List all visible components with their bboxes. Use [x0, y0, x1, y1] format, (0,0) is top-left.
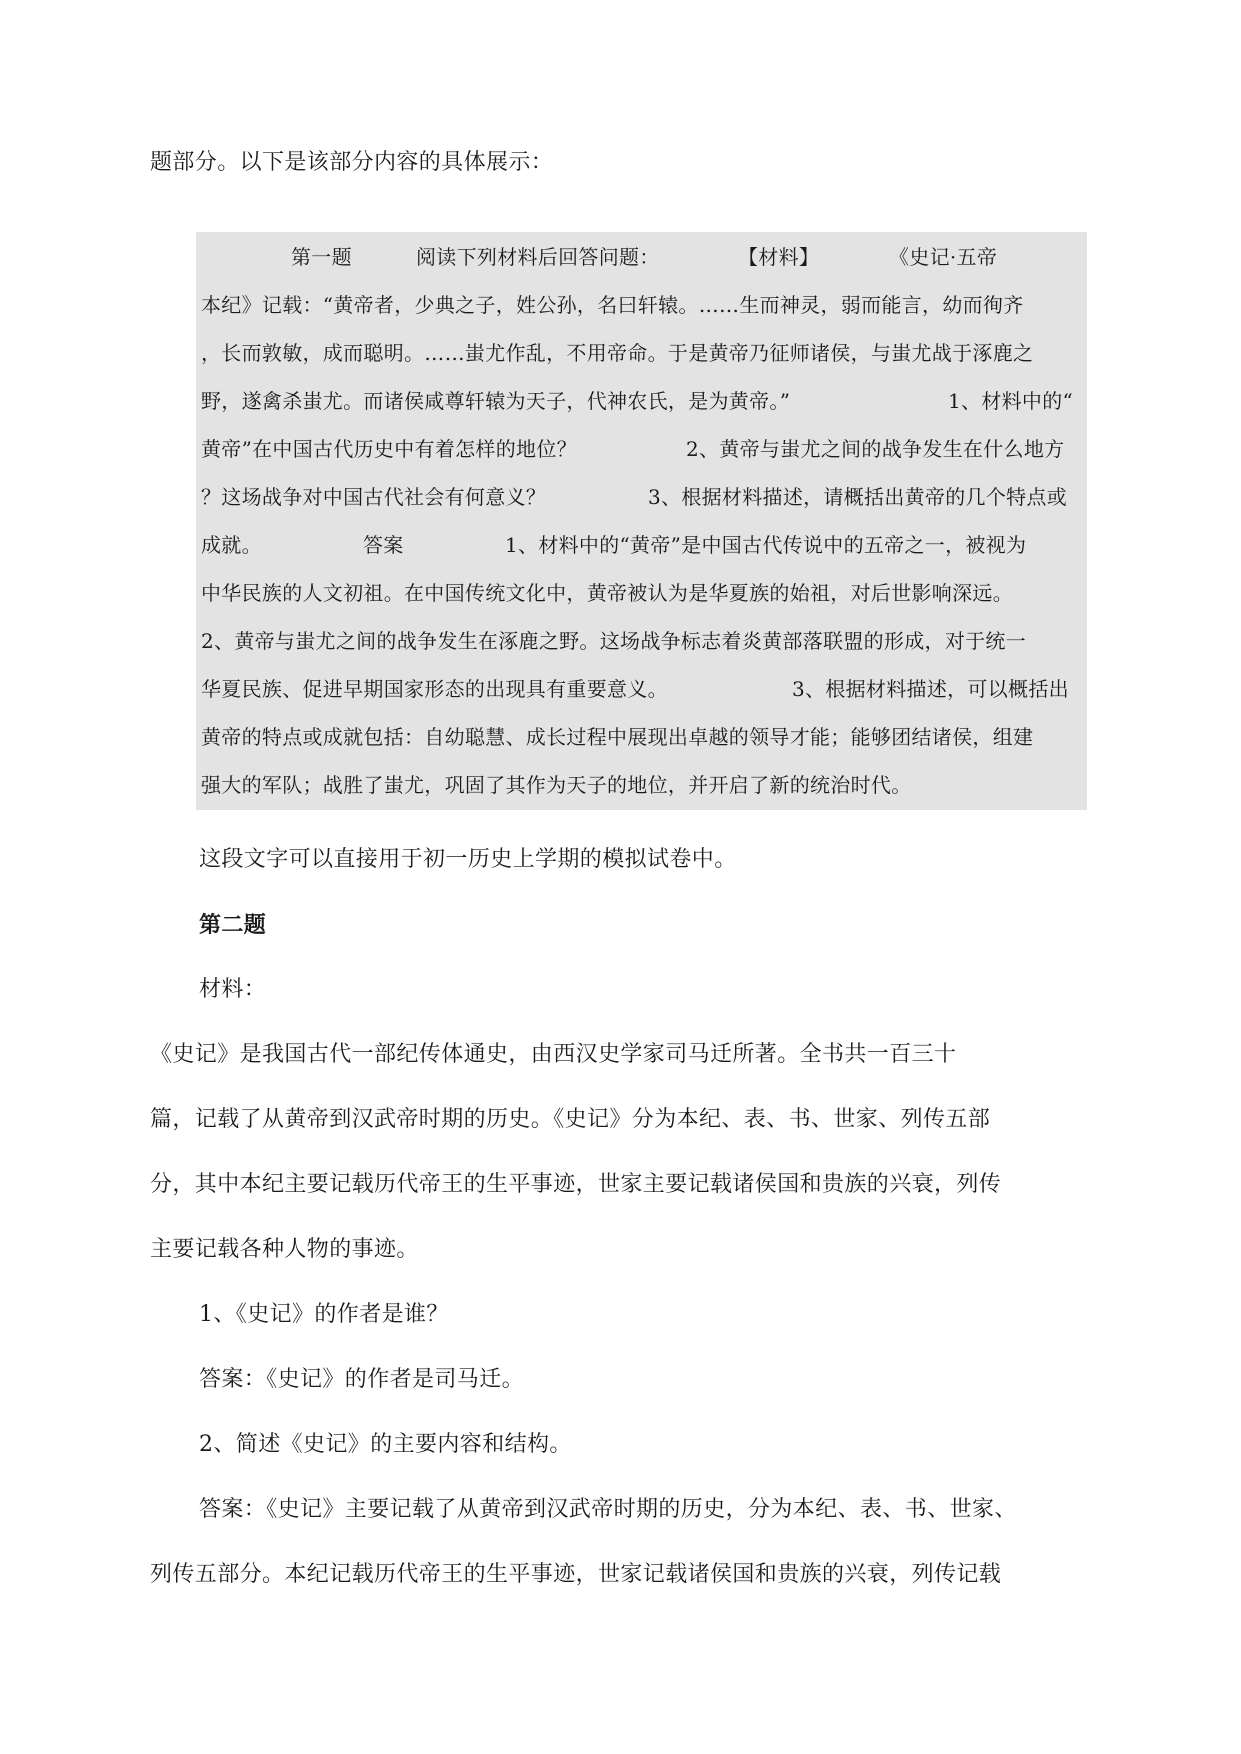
box-line-8: 中华民族的人文初祖。在中国传统文化中，黄帝被认为是华夏族的始祖，对后世影响深远。	[201, 581, 1013, 605]
box-line-7: 成就。 答案 1、材料中的“黄帝”是中国古代传说中的五帝之一，被视为	[201, 530, 1081, 560]
question-two-q2: 2、简述《史记》的主要内容和结构。	[199, 1432, 572, 1457]
question-one-label: 第一题	[291, 245, 352, 269]
box-line-2: 本纪》记载：“黄帝者，少典之子，姓公孙，名曰轩辕。……生而神灵，弱而能言，幼而徇齐	[201, 293, 1024, 317]
material-paragraph-line-4: 主要记载各种人物的事迹。	[150, 1237, 419, 1262]
box-line-5: 黄帝”在中国古代历史中有着怎样的地位？ 2、黄帝与蚩尤之间的战争发生在什么地方	[201, 437, 1065, 461]
box-line-1: 第一题 阅读下列材料后回答问题： 【材料】 《史记·五帝	[201, 242, 1081, 272]
question-two-a2-line-2: 列传五部分。本纪记载历代帝王的生平事迹，世家记载诸侯国和贵族的兴衰，列传记载	[150, 1562, 1002, 1587]
box-line-11: 黄帝的特点或成就包括：自幼聪慧、成长过程中展现出卓越的领导才能；能够团结诸侯，组建	[201, 725, 1034, 749]
box-line-3: ，长而敦敏，成而聪明。……蚩尤作乱，不用帝命。于是黄帝乃征师诸侯，与蚩尤战于涿鹿之	[201, 341, 1034, 365]
intro-text: 题部分。以下是该部分内容的具体展示：	[150, 150, 554, 175]
box-line-6: ？这场战争对中国古代社会有何意义？ 3、根据材料描述，请概括出黄帝的几个特点或	[201, 485, 1068, 509]
answer-label: 答案	[363, 533, 404, 557]
box-line-12: 强大的军队；战胜了蚩尤，巩固了其作为天子的地位，并开启了新的统治时代。	[201, 773, 912, 797]
usage-note: 这段文字可以直接用于初一历史上学期的模拟试卷中。	[199, 847, 737, 872]
material-paragraph-line-3: 分，其中本纪主要记载历代帝王的生平事迹，世家主要记载诸侯国和贵族的兴衰，列传	[150, 1172, 1002, 1197]
material-label: 材料：	[199, 977, 267, 1002]
material-paragraph-line-1: 《史记》是我国古代一部纪传体通史，由西汉史学家司马迁所著。全书共一百三十	[150, 1042, 957, 1067]
question-two-q1: 1、《史记》的作者是谁？	[199, 1302, 449, 1327]
box-line-4: 野，遂禽杀蚩尤。而诸侯咸尊轩辕为天子，代神农氏，是为黄帝。” 1、材料中的“	[201, 389, 1074, 413]
material-paragraph-line-2: 篇，记载了从黄帝到汉武帝时期的历史。《史记》分为本纪、表、书、世家、列传五部	[150, 1107, 991, 1132]
question-one-box	[196, 232, 1087, 810]
question-two-a1: 答案：《史记》的作者是司马迁。	[199, 1367, 525, 1392]
box-line-10: 华夏民族、促进早期国家形态的出现具有重要意义。 3、根据材料描述，可以概括出	[201, 677, 1069, 701]
box-line-9: 2、黄帝与蚩尤之间的战争发生在涿鹿之野。这场战争标志着炎黄部落联盟的形成，对于统一	[201, 629, 1027, 653]
question-two-heading: 第二题	[199, 912, 267, 938]
question-two-a2-line-1: 答案：《史记》主要记载了从黄帝到汉武帝时期的历史，分为本纪、表、书、世家、	[199, 1497, 1017, 1522]
